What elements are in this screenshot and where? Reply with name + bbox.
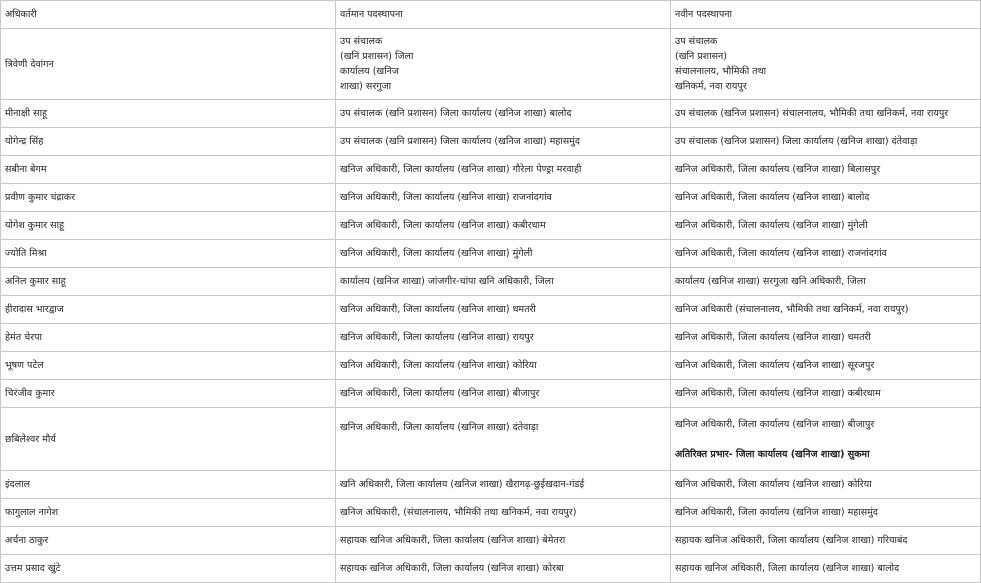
current-posting: खनिज अधिकारी, जिला कार्यालय (खनिज शाखा) दंतेवाड़ा [336, 408, 671, 471]
officer-name: उत्तम प्रसाद खुंटे [1, 555, 336, 583]
current-posting: खनिज अधिकारी, जिला कार्यालय (खनिज शाखा) मुंगेली [336, 240, 671, 268]
new-posting: खनिज अधिकारी, जिला कार्यालय (खनिज शाखा) बालोद [671, 184, 981, 212]
table-header-row [1, 1, 981, 29]
new-posting [671, 29, 981, 100]
table-row [1, 156, 981, 184]
officer-name: ज्योति मिश्रा [1, 240, 336, 268]
new-posting: खनिज अधिकारी, जिला कार्यालय (खनिज शाखा) महासमुंद [671, 499, 981, 527]
current-posting: खनिज अधिकारी, जिला कार्यालय (खनिज शाखा) कबीरधाम [336, 212, 671, 240]
new-posting: सहायक खनिज अधिकारी, जिला कार्यालय (खनिज शाखा) बालोद [671, 555, 981, 583]
officer-name: अर्चना ठाकुर [1, 527, 336, 555]
officer-name: अनिल कुमार साहू [1, 268, 336, 296]
current-posting [336, 29, 671, 100]
table-row [1, 499, 981, 527]
current-posting: खनिज अधिकारी, जिला कार्यालय (खनिज शाखा) धमतरी [336, 296, 671, 324]
new-posting: खनिज अधिकारी, जिला कार्यालय (खनिज शाखा) राजनांदगांव [671, 240, 981, 268]
table-row [1, 29, 981, 100]
table-row [1, 268, 981, 296]
table-row [1, 240, 981, 268]
new-posting: सहायक खनिज अधिकारी, जिला कार्यालय (खनिज शाखा) गरियाबंद [671, 527, 981, 555]
officer-name: चिरंजीव कुमार [1, 380, 336, 408]
current-posting-line: (खनि प्रशासन) जिला [340, 51, 414, 62]
officer-name: त्रिवेणी देवांगन [1, 29, 336, 100]
current-posting-line: कार्यालय (खनिज [340, 66, 399, 77]
current-posting-line: उप संचालक [340, 36, 383, 47]
table-row [1, 471, 981, 499]
new-posting-line: (खनि प्रशासन) [675, 51, 727, 62]
new-posting: खनिज अधिकारी, जिला कार्यालय (खनिज शाखा) बिलासपुर [671, 156, 981, 184]
header-new-posting: नवीन पदस्थापना [671, 1, 981, 29]
table-row [1, 100, 981, 128]
table-row [1, 352, 981, 380]
officer-name: इंदलाल [1, 471, 336, 499]
new-posting: खनिज अधिकारी, जिला कार्यालय (खनिज शाखा) धमतरी [671, 324, 981, 352]
current-posting: खनिज अधिकारी, जिला कार्यालय (खनिज शाखा) बीजापुर [336, 380, 671, 408]
new-posting: खनिज अधिकारी (संचालनालय, भौमिकी तथा खनिकर्म, नवा रायपुर) [671, 296, 981, 324]
officer-name: हीरादास भारद्वाज [1, 296, 336, 324]
current-posting: सहायक खनिज अधिकारी, जिला कार्यालय (खनिज शाखा) बेमेतरा [336, 527, 671, 555]
table-row [1, 555, 981, 583]
current-posting: सहायक खनिज अधिकारी, जिला कार्यालय (खनिज शाखा) कोरबा [336, 555, 671, 583]
table-row [1, 128, 981, 156]
new-posting-line: खनिज अधिकारी, जिला कार्यालय (खनिज शाखा) बीजापुर [675, 418, 875, 430]
header-current-posting: वर्तमान पदस्थापना [336, 1, 671, 29]
officer-name: छबिलेश्वर मौर्य [1, 408, 336, 471]
new-posting: खनिज अधिकारी, जिला कार्यालय (खनिज शाखा) सूरजपुर [671, 352, 981, 380]
officer-name: योगेन्द्र सिंह [1, 128, 336, 156]
current-posting: खनिज अधिकारी, जिला कार्यालय (खनिज शाखा) रायपुर [336, 324, 671, 352]
officer-name: फागुलाल नागेश [1, 499, 336, 527]
table-row [1, 296, 981, 324]
new-posting: उप संचालक (खनिज प्रशासन) संचालनालय, भौमिकी तथा खनिकर्म, नवा रायपुर [671, 100, 981, 128]
officer-name: मीनाक्षी साहू [1, 100, 336, 128]
new-posting: कार्यालय (खनिज शाखा) सरगुजा खनि अधिकारी, जिला [671, 268, 981, 296]
current-posting: खनिज अधिकारी, जिला कार्यालय (खनिज शाखा) राजनांदगांव [336, 184, 671, 212]
table-row [1, 408, 981, 471]
new-posting: उप संचालक (खनिज प्रशासन) जिला कार्यालय (खनिज शाखा) दंतेवाड़ा [671, 128, 981, 156]
table-row [1, 184, 981, 212]
current-posting: खनिज अधिकारी, जिला कार्यालय (खनिज शाखा) गौरेला पेण्ड्रा मरवाही [336, 156, 671, 184]
officer-name: भूषण पटेल [1, 352, 336, 380]
new-posting: खनिज अधिकारी, जिला कार्यालय (खनिज शाखा) मुंगेली [671, 212, 981, 240]
table-row [1, 212, 981, 240]
new-posting [671, 408, 981, 471]
current-posting: खनिज अधिकारी, (संचालनालय, भौमिकी तथा खनिकर्म, नवा रायपुर) [336, 499, 671, 527]
new-posting: खनिज अधिकारी, जिला कार्यालय (खनिज शाखा) कोरिया [671, 471, 981, 499]
officer-name: हेमंत चेरपा [1, 324, 336, 352]
current-posting: कार्यालय (खनिज शाखा) जांजगीर-चांपा खनि अधिकारी, जिला [336, 268, 671, 296]
table-row [1, 380, 981, 408]
current-posting: खनिज अधिकारी, जिला कार्यालय (खनिज शाखा) कोरिया [336, 352, 671, 380]
additional-charge: अतिरिक्त प्रभार- जिला कार्यालय (खनिज शाखा) सुकमा [675, 448, 870, 460]
officer-name: प्रवीण कुमार चंद्राकर [1, 184, 336, 212]
new-posting-line: खनिकर्म, नवा रायपुर [675, 81, 747, 92]
officer-name: सबीना बेगम [1, 156, 336, 184]
table-row [1, 527, 981, 555]
new-posting-line: उप संचालक [675, 36, 718, 47]
header-officer: अधिकारी [1, 1, 336, 29]
current-posting: उप संचालक (खनि प्रशासन) जिला कार्यालय (खनिज शाखा) बालोद [336, 100, 671, 128]
current-posting-line: शाखा) सरगुजा [340, 81, 392, 92]
current-posting: खनि अधिकारी, जिला कार्यालय (खनिज शाखा) खैरागढ़-छुईखदान-गंडई [336, 471, 671, 499]
officer-name: योगेश कुमार साहू [1, 212, 336, 240]
new-posting-line: संचालनालय, भौमिकी तथा [675, 66, 767, 77]
table-row [1, 324, 981, 352]
new-posting: खनिज अधिकारी, जिला कार्यालय (खनिज शाखा) कबीरधाम [671, 380, 981, 408]
current-posting: उप संचालक (खनि प्रशासन) जिला कार्यालय (खनिज शाखा) महासमुंद [336, 128, 671, 156]
